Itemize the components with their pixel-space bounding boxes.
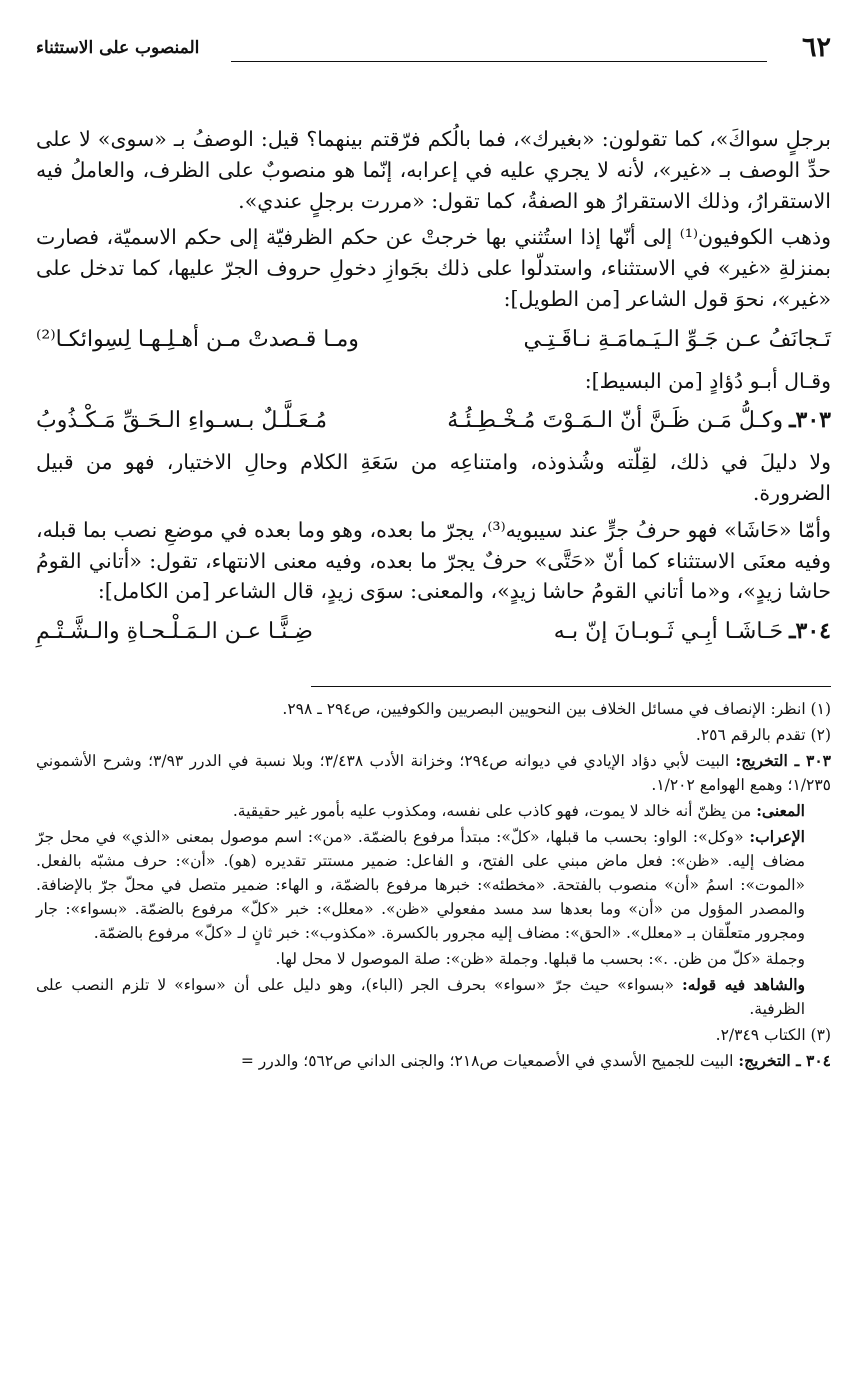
footnote-jumla: وجملة «كلّ من ظن. .»: بحسب ما قبلها. وجملة «ظن»: صلة الموصول لا محل لها.	[275, 950, 805, 969]
footnote-meaning	[36, 799, 831, 823]
footnotes	[36, 697, 831, 1073]
main-text	[36, 124, 831, 648]
verse-hemistich: ضِـنًّـا عـن الـمَـلْـحـاةِ والـشَّـتْـمِ	[36, 619, 313, 644]
footnote-takhrij	[36, 1049, 831, 1073]
footnote-text: من يظنّ أنه خالد لا يموت، فهو كاذب على نفسه، ومكذوب عليه بأمور غير حقيقية.	[232, 802, 752, 821]
paragraph: برجلٍ سواكَ»، كما تقولون: «بغيرك»، فما بالُكم فرّقتم بينهما؟ قيل: الوصفُ بـ «سوى» لا على حدِّ الوصف بـ «غير»، لأنه لا يجري عليه في إعرابه، إنّما هو منصوبٌ على الظرف، والعاملُ فيه الاستقرارُ، وذلك الاستقرارُ هو الصفةُ، كما تقول: «مررت برجلٍ عندي».	[36, 127, 831, 213]
footnote-rule	[311, 686, 831, 687]
verse-hemistich: تَـجانَفُ عـن جَـوِّ الـيَـمامَـةِ نـاقَـتِـي	[523, 326, 831, 352]
footnote-irab	[36, 825, 831, 945]
verse-hemistich: مُـعَـلَّـلٌ بـسـواءِ الـحَـقِّ مَـكْـذُوبُ	[36, 408, 328, 434]
footnote-label: الإعراب:	[749, 827, 805, 847]
footnote: (١) انظر: الإنصاف في مسائل الخلاف بين النحويين البصريين والكوفيين، ص٢٩٤ ـ ٢٩٨.	[282, 700, 831, 718]
page-number: ٦٢	[801, 32, 831, 63]
verse-hemistich: حَـاشَـا أبِـي ثَـوبـانَ إنّ بـه	[553, 619, 784, 644]
verse	[36, 323, 831, 356]
footnote: (٣) الكتاب ٢/٣٤٩.	[715, 1026, 831, 1045]
verse-intro: وقـال أبـو دُؤادٍ [من البسيط]:	[584, 368, 831, 393]
footnote-label: ٣٠٤ ـ التخريج:	[738, 1051, 831, 1071]
verse	[36, 404, 831, 437]
footnote: (٢) تقدم بالرقم ٢٥٦.	[695, 726, 831, 745]
page-header	[36, 28, 831, 72]
footnote-text: «بسواء» حيث جرّ «سواء» بحرف الجر (الباء)، وهو دليل على أن «سواء» لا تلزم النصب على الظرفية.	[36, 976, 805, 1019]
verse-hemistich: وكـلُّ مَـن ظَـنَّ أنّ الـمَـوْتَ مُـخْـطِـئُـهُ	[447, 408, 784, 434]
verse-hemistich: ومـا قـصدتْ مـن أهـلِـهـا لِسِوائكـا⁽²⁾	[36, 326, 359, 352]
paragraph: وأمّا «حَاشَا» فهو حرفُ جرٍّ عند سيبويه⁽³⁾، يجرّ ما بعده، وهو وما بعده في موضعِ نصب بما قبله، وفيه معنَى الاستثناء كما أنّ «حَتَّى» حرفٌ يجرّ ما بعده، وفيه معنى الانتهاء، تقول: «أتاني القومُ حاشا زيدٍ»، و«ما أتاني القومُ حاشا زيدٍ»، والمعنى: سوَى زيدٍ، قال الشاعر [من الكامل]:	[36, 517, 831, 604]
chapter-title: المنصوب على الاستثناء	[36, 38, 200, 58]
footnote-text: «وكل»: الواو: بحسب ما قبلها، «كلّ»: مبتدأ مرفوع بالضمّة. «من»: اسم موصول بمعنى «الذي» في محل جرّ مضاف إليه. «ظن»: فعل ماض مبني على الفتح، و الفاعل: ضمير مستتر تقديره (هو). «أن»: حرف مشبّه بالفعل. «الموت»: اسمُ «أن» منصوب بالفتحة. «مخطئه»: خبرها مرفوع بالضمّة، و الهاء: ضمير متصل في محلّ جرّ بالإضافة. والمصدر المؤول من «أن» وما بعدها سد مسد مفعولي «ظن». «معلل»: خبر «كلّ» مرفوع بالضمّة. «بسواء»: جار ومجرور متعلّقان بـ «معلل». «الحق»: مضاف إليه مجرور بالكسرة. «مكذوب»: خبر ثانٍ لـ «كلّ» مرفوع بالضمّة.	[36, 828, 805, 943]
footnote-takhrij	[36, 749, 831, 797]
footnote-label: والشاهد فيه قوله:	[682, 975, 805, 995]
paragraph: ولا دليلَ في ذلك، لقِلّته وشُذوذه، وامتناعِه من سَعَةِ الكلام وحالِ الاختيار، فهو من قبيل الضرورة.	[36, 450, 831, 505]
verse-number: ٣٠٣ـ	[789, 407, 831, 434]
paragraph: وذهب الكوفيون⁽¹⁾ إلى أنّها إذا استُثني بها خرجتْ عن حكم الظرفيّة إلى حكم الاسميّة، فصارت بمنزلةِ «غير» في الاستثناء، واستدلّوا على ذلك بجَوازِ دخولِ حروف الجرّ عليها، كما تدخل على «غير»، نحوَ قول الشاعر [من الطويل]:	[36, 225, 831, 311]
footnote-label: ٣٠٣ ـ التخريج:	[735, 751, 831, 771]
footnote-shahid	[36, 973, 831, 1021]
header-rule	[231, 61, 767, 62]
footnote-label: المعنى:	[756, 801, 805, 821]
footnote-text: البيت للجميح الأسدي في الأصمعيات ص٢١٨؛ والجنى الداني ص٥٦٢؛ والدرر =	[240, 1052, 734, 1071]
verse-number: ٣٠٤ـ	[789, 618, 831, 644]
footnote-text: البيت لأبي دؤاد الإيادي في ديوانه ص٢٩٤؛ وخزانة الأدب ٣/٤٣٨؛ وبلا نسبة في الدرر ٣/٩٣؛ وشرح الأشموني ١/٢٣٥؛ وهمع الهوامع ١/٢٠٢.	[36, 752, 831, 795]
page	[36, 28, 831, 1075]
verse	[36, 615, 831, 648]
